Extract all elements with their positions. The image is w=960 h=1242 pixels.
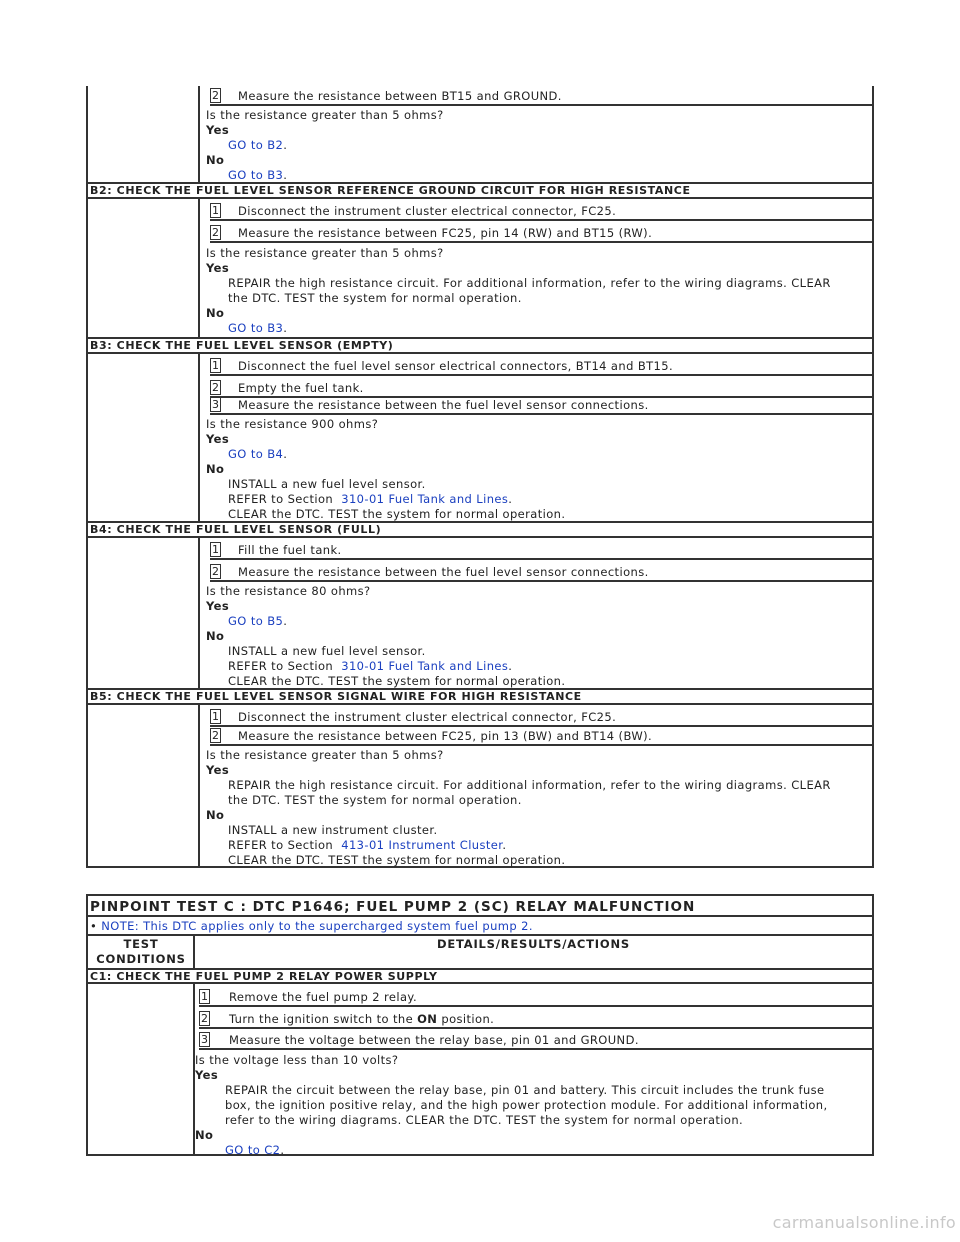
step-row xyxy=(210,223,872,243)
step-text: Measure the resistance between FC25, pin 14 (RW) and BT15 (RW). xyxy=(238,226,653,240)
step-row xyxy=(210,86,872,106)
question: Is the resistance greater than 5 ohms? xyxy=(206,748,444,762)
yes-label: Yes xyxy=(195,1068,219,1082)
go-to-c2-link[interactable]: GO to C2 xyxy=(225,1143,281,1157)
yes-action: REPAIR the circuit between the relay base, pin 01 and battery. This circuit includes the trunk fuse xyxy=(225,1083,825,1097)
section-link[interactable]: 413-01 Instrument Cluster xyxy=(341,838,503,852)
step-text: Disconnect the instrument cluster electrical connector, FC25. xyxy=(238,710,617,724)
step-row xyxy=(210,562,872,582)
step-row xyxy=(210,707,872,727)
go-to-b3-link[interactable]: GO to B3 xyxy=(228,321,284,335)
pinpoint-test-title: PINPOINT TEST C : DTC P1646; FUEL PUMP 2 (SC) RELAY MALFUNCTION xyxy=(90,899,696,915)
test-conditions-cell xyxy=(88,538,200,688)
step-number: 1 xyxy=(212,543,219,556)
step-row xyxy=(210,540,872,560)
note-text[interactable]: NOTE: This DTC applies only to the supercharged system fuel pump 2. xyxy=(101,919,533,933)
no-label: No xyxy=(195,1128,214,1142)
result-block: Is the resistance greater than 5 ohms? Yes REPAIR the high resistance circuit. For additional information, refer to the wiring diagrams. CLEAR the DTC. TEST the system for normal operation. No INSTALL a new instrument cluster. REFER to Section 413-01 Instrument Cluster. CLEAR the DTC. TEST the system for normal operation. xyxy=(206,748,872,868)
yes-action: the DTC. TEST the system for normal operation. xyxy=(228,291,522,305)
step-text-part: position. xyxy=(437,1012,495,1026)
no-action: INSTALL a new fuel level sensor. xyxy=(228,644,426,658)
column-header-test-conditions xyxy=(88,937,194,967)
question: Is the resistance 80 ohms? xyxy=(206,584,371,598)
step-text-part: Turn the ignition switch to the xyxy=(229,1012,418,1026)
step-text: Measure the voltage between the relay base, pin 01 and GROUND. xyxy=(229,1033,639,1047)
no-action: INSTALL a new fuel level sensor. xyxy=(228,477,426,491)
step-number: 2 xyxy=(212,729,219,742)
no-label: No xyxy=(206,153,225,167)
question: Is the resistance greater than 5 ohms? xyxy=(206,246,444,260)
watermark: carmanualsonline.info xyxy=(772,1213,956,1232)
test-conditions-cell xyxy=(88,705,200,866)
step-text: Measure the resistance between FC25, pin 13 (BW) and BT14 (BW). xyxy=(238,729,653,743)
result-block: Is the resistance greater than 5 ohms? Yes REPAIR the high resistance circuit. For additional information, refer to the wiring diagrams. CLEAR the DTC. TEST the system for normal operation. No GO to B3. xyxy=(206,246,872,336)
section-header-b2: B2: CHECK THE FUEL LEVEL SENSOR REFERENCE GROUND CIRCUIT FOR HIGH RESISTANCE xyxy=(88,182,872,199)
no-action: CLEAR the DTC. TEST the system for normal operation. xyxy=(228,507,566,521)
result-block: Is the resistance greater than 5 ohms? Yes GO to B2. No GO to B3. xyxy=(206,108,872,183)
test-conditions-cell xyxy=(88,984,195,1154)
section-header-b4: B4: CHECK THE FUEL LEVEL SENSOR (FULL) xyxy=(88,521,872,538)
header-line: TEST xyxy=(123,937,159,951)
step-number: 1 xyxy=(212,710,219,723)
step-text: Disconnect the instrument cluster electrical connector, FC25. xyxy=(238,204,617,218)
step-number: 2 xyxy=(212,226,219,239)
test-conditions-cell xyxy=(88,199,200,337)
question: Is the resistance greater than 5 ohms? xyxy=(206,108,444,122)
section-link[interactable]: 310-01 Fuel Tank and Lines xyxy=(341,659,509,673)
yes-action: REPAIR the high resistance circuit. For additional information, refer to the wiring diagrams. CLEAR xyxy=(228,276,831,290)
step-number: 2 xyxy=(212,565,219,578)
no-label: No xyxy=(206,462,225,476)
refer-prefix: REFER to Section xyxy=(228,838,334,852)
go-to-b2-link[interactable]: GO to B2 xyxy=(228,138,284,152)
step-text-bold: ON xyxy=(417,1012,438,1026)
refer-prefix: REFER to Section xyxy=(228,492,334,506)
no-action: INSTALL a new instrument cluster. xyxy=(228,823,438,837)
go-to-b3-link[interactable]: GO to B3 xyxy=(228,168,284,182)
step-number: 2 xyxy=(212,381,219,394)
step-text: Fill the fuel tank. xyxy=(238,543,342,557)
result-block: Is the voltage less than 10 volts? Yes REPAIR the circuit between the relay base, pin 01 and battery. This circuit includes the trunk fuse box, the ignition positive relay, and the high power protection module. For additional information, refer to the wiring diagrams. CLEAR the DTC. TEST the system for normal operation. No GO to C2. xyxy=(195,1053,872,1158)
step-number: 3 xyxy=(212,398,219,411)
pinpoint-test-c-table xyxy=(86,894,874,1156)
step-row xyxy=(210,356,872,376)
yes-action: box, the ignition positive relay, and the high power protection module. For additional information, xyxy=(225,1098,828,1112)
step-row xyxy=(210,201,872,221)
step-number: 1 xyxy=(201,990,208,1003)
header-line: CONDITIONS xyxy=(96,952,186,966)
bullet-icon: • xyxy=(90,919,98,933)
section-header-b3: B3: CHECK THE FUEL LEVEL SENSOR (EMPTY) xyxy=(88,337,872,354)
step-text xyxy=(229,1012,494,1026)
yes-label: Yes xyxy=(206,123,230,137)
step-number: 1 xyxy=(212,204,219,217)
step-number: 2 xyxy=(201,1012,208,1025)
note-row xyxy=(90,919,533,933)
step-row xyxy=(199,987,872,1007)
section-header-c1: C1: CHECK THE FUEL PUMP 2 RELAY POWER SUPPLY xyxy=(88,968,872,984)
step-number: 1 xyxy=(212,359,219,372)
no-action: CLEAR the DTC. TEST the system for normal operation. xyxy=(228,853,566,867)
yes-action: the DTC. TEST the system for normal operation. xyxy=(228,793,522,807)
test-conditions-cell xyxy=(88,86,200,182)
yes-label: Yes xyxy=(206,261,230,275)
step-text: Measure the resistance between the fuel level sensor connections. xyxy=(238,565,649,579)
yes-label: Yes xyxy=(206,432,230,446)
step-row xyxy=(199,1030,872,1050)
step-row xyxy=(210,726,872,746)
step-number: 3 xyxy=(201,1033,208,1046)
no-label: No xyxy=(206,629,225,643)
column-header-details: DETAILS/RESULTS/ACTIONS xyxy=(437,937,630,951)
result-block: Is the resistance 900 ohms? Yes GO to B4. No INSTALL a new fuel level sensor. REFER to Section 310-01 Fuel Tank and Lines. CLEAR the DTC. TEST the system for normal operation. xyxy=(206,417,872,522)
no-label: No xyxy=(206,306,225,320)
step-row xyxy=(210,395,872,415)
step-row xyxy=(199,1009,872,1029)
yes-action: REPAIR the high resistance circuit. For additional information, refer to the wiring diagrams. CLEAR xyxy=(228,778,831,792)
step-text: Disconnect the fuel level sensor electrical connectors, BT14 and BT15. xyxy=(238,359,674,373)
test-conditions-cell xyxy=(88,354,200,521)
section-header-b5: B5: CHECK THE FUEL LEVEL SENSOR SIGNAL WIRE FOR HIGH RESISTANCE xyxy=(88,688,872,705)
pinpoint-test-b-table xyxy=(86,86,874,868)
no-label: No xyxy=(206,808,225,822)
step-number: 2 xyxy=(212,89,219,102)
question: Is the resistance 900 ohms? xyxy=(206,417,379,431)
no-action: CLEAR the DTC. TEST the system for normal operation. xyxy=(228,674,566,688)
yes-label: Yes xyxy=(206,763,230,777)
result-block: Is the resistance 80 ohms? Yes GO to B5. No INSTALL a new fuel level sensor. REFER to Section 310-01 Fuel Tank and Lines. CLEAR the DTC. TEST the system for normal operation. xyxy=(206,584,872,689)
step-text: Empty the fuel tank. xyxy=(238,381,364,395)
step-text: Measure the resistance between BT15 and GROUND. xyxy=(238,89,562,103)
step-text: Remove the fuel pump 2 relay. xyxy=(229,990,418,1004)
section-link[interactable]: 310-01 Fuel Tank and Lines xyxy=(341,492,509,506)
step-text: Measure the resistance between the fuel level sensor connections. xyxy=(238,398,649,412)
go-to-b5-link[interactable]: GO to B5 xyxy=(228,614,284,628)
go-to-b4-link[interactable]: GO to B4 xyxy=(228,447,284,461)
question: Is the voltage less than 10 volts? xyxy=(195,1053,399,1067)
refer-prefix: REFER to Section xyxy=(228,659,334,673)
yes-label: Yes xyxy=(206,599,230,613)
yes-action: refer to the wiring diagrams. CLEAR the DTC. TEST the system for normal operation. xyxy=(225,1113,744,1127)
